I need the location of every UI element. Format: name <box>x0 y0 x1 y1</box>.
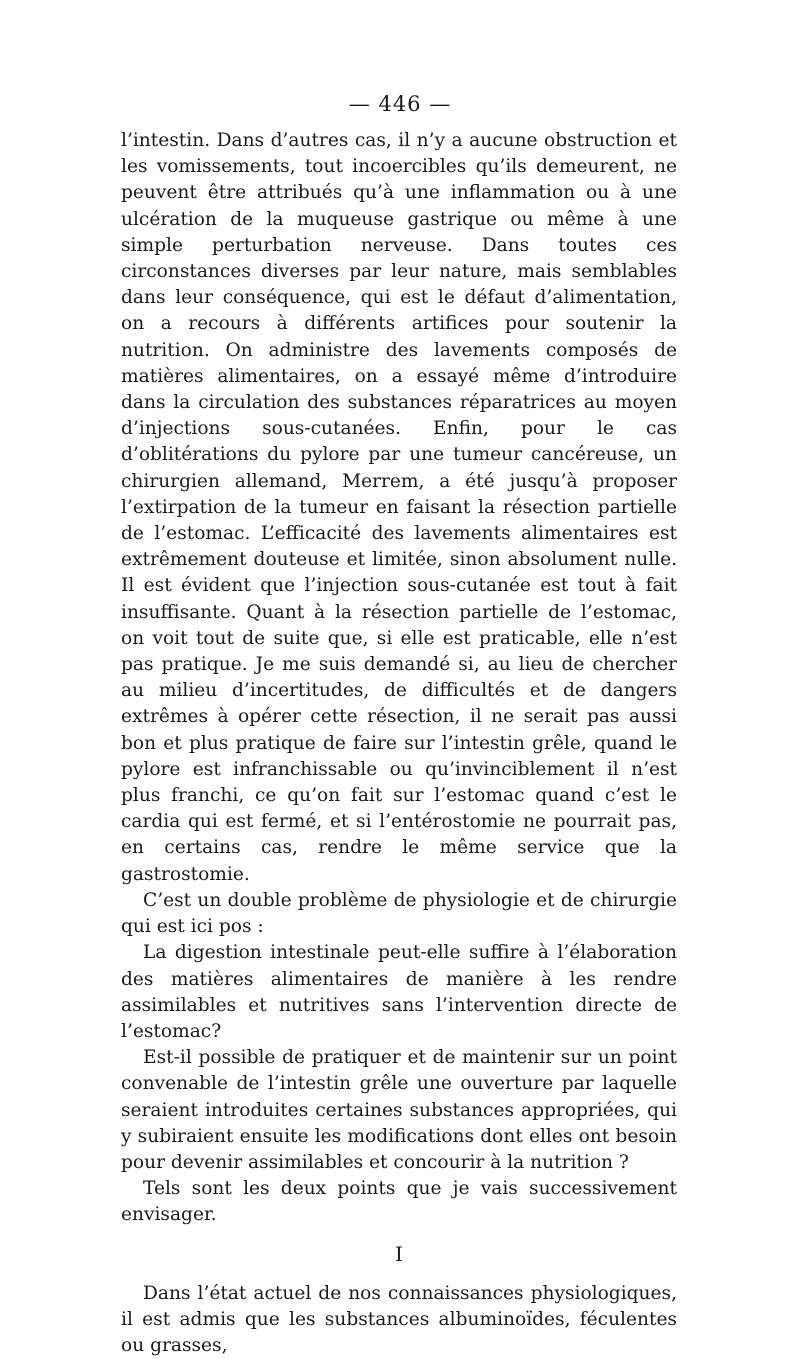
paragraph: Tels sont les deux points que je vais successivement envisager. <box>121 1178 677 1226</box>
paragraph: C’est un double problème de physiologie et de chirurgie qui est ici pos : <box>121 889 677 938</box>
paragraph: Est-il possible de pratiquer et de maintenir sur un point convenable de l’intestin grêle une ouverture par laquelle seraient introduites certaines substances appropriées, qui y subiraient ensuite les modifications dont elles ont besoin pour devenir assimilables et concourir à la nutrition ? <box>121 1047 677 1173</box>
page-number: — 446 — <box>348 92 452 116</box>
section-heading: I <box>395 1241 403 1266</box>
body-text <box>121 128 677 1359</box>
paragraph: Dans l’état actuel de nos connaissances physiologiques, il est admis que les substances albuminoïdes, féculentes ou grasses, <box>121 1282 677 1356</box>
paragraph: La digestion intestinale peut-elle suffire à l’élaboration des matières alimentaires de manière à les rendre assimilables et nutritives sans l’intervention directe de l’estomac? <box>121 942 677 1042</box>
paragraph: l’intestin. Dans d’autres cas, il n’y a aucune obstruction et les vomissements, tout incoercibles qu’ils demeurent, ne peuvent être attribués qu’à une inflammation ou à une ulcération de la muqueuse gastrique ou même à une simple perturbation nerveuse. Dans toutes ces circonstances diverses par leur nature, mais semblables dans leur conséquence, qui est le défaut d’alimentation, on a recours à différents artifices pour soutenir la nutrition. On administre des lavements composés de matières alimentaires, on a essayé même d’introduire dans la circulation des substances réparatrices au moyen d’injections sous-cutanées. Enfin, pour le cas d’oblitérations du pylore par une tumeur cancéreuse, un chirurgien allemand, Merrem, a été jusqu’à proposer l’extirpation de la tumeur en faisant la résection partielle de l’estomac. L’efficacité des lavements alimentaires est extrêmement douteuse et limitée, sinon absolument nulle. Il est évident que l’injection sous-cutanée est tout à fait insuffisante. Quant à la résection partielle de l’estomac, on voit tout de suite que, si elle est praticable, elle n’est pas pratique. Je me suis demandé si, au lieu de chercher au milieu d’incertitudes, de difficultés et de dangers extrêmes à opérer cette résection, il ne serait pas aussi bon et plus pratique de faire sur l’intestin grêle, quand le pylore est infranchissable ou qu’invinciblement il n’est plus franchi, ce qu’on fait sur l’estomac quand c’est le cardia qui est fermé, et si l’entérostomie ne pourrait pas, en certains cas, rendre le même service que la gastrostomie. <box>121 130 677 885</box>
